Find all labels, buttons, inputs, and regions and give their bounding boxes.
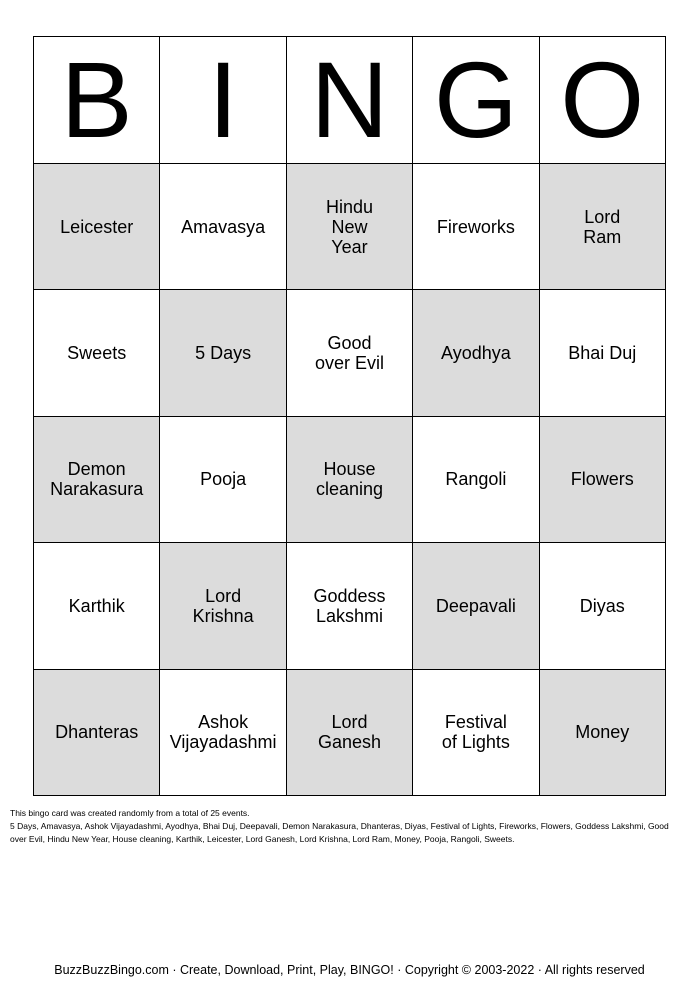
bingo-cell: Demon Narakasura [34, 417, 160, 543]
bingo-cell: Karthik [34, 543, 160, 669]
header-letter-b: B [34, 37, 160, 164]
bingo-cell: Goddess Lakshmi [287, 543, 413, 669]
bingo-cell: Hindu New Year [287, 164, 413, 290]
bingo-cell: 5 Days [160, 290, 286, 416]
footnote-summary: This bingo card was created randomly from a total of 25 events. [10, 808, 250, 818]
bingo-cell: Rangoli [413, 417, 539, 543]
bingo-card [33, 36, 666, 796]
bingo-cell: Dhanteras [34, 670, 160, 796]
bingo-cell: Deepavali [413, 543, 539, 669]
bingo-cell: Lord Ganesh [287, 670, 413, 796]
bingo-cell: Lord Ram [540, 164, 666, 290]
bingo-cell: Amavasya [160, 164, 286, 290]
bingo-cell: Leicester [34, 164, 160, 290]
bingo-cell: Ashok Vijayadashmi [160, 670, 286, 796]
header-letter-g: G [413, 37, 539, 164]
header-letter-o: O [540, 37, 666, 164]
bingo-cell: Flowers [540, 417, 666, 543]
card-footnote [10, 807, 682, 846]
bingo-cell: Diyas [540, 543, 666, 669]
bingo-cell: Festival of Lights [413, 670, 539, 796]
bingo-cell: Bhai Duj [540, 290, 666, 416]
page-footer: BuzzBuzzBingo.com · Create, Download, Print, Play, BINGO! · Copyright © 2003-2022 · All rights reserved [54, 963, 645, 977]
bingo-cell: Money [540, 670, 666, 796]
header-letter-i: I [160, 37, 286, 164]
footnote-event-list: 5 Days, Amavasya, Ashok Vijayadashmi, Ayodhya, Bhai Duj, Deepavali, Demon Narakasura, Dhanteras, Diyas, Festival of Lights, Fireworks, Flowers, Goddess Lakshmi, Good over Evil, Hindu New Year, House cleaning, Karthik, Leicester, Lord Ganesh, Lord Krishna, Lord Ram, Money, Pooja, Rangoli, Sweets. [10, 821, 669, 844]
bingo-cell: Ayodhya [413, 290, 539, 416]
bingo-cell: Sweets [34, 290, 160, 416]
header-letter-n: N [287, 37, 413, 164]
bingo-cell: Good over Evil [287, 290, 413, 416]
bingo-cell: Pooja [160, 417, 286, 543]
bingo-cell: House cleaning [287, 417, 413, 543]
bingo-cell: Lord Krishna [160, 543, 286, 669]
bingo-cell: Fireworks [413, 164, 539, 290]
